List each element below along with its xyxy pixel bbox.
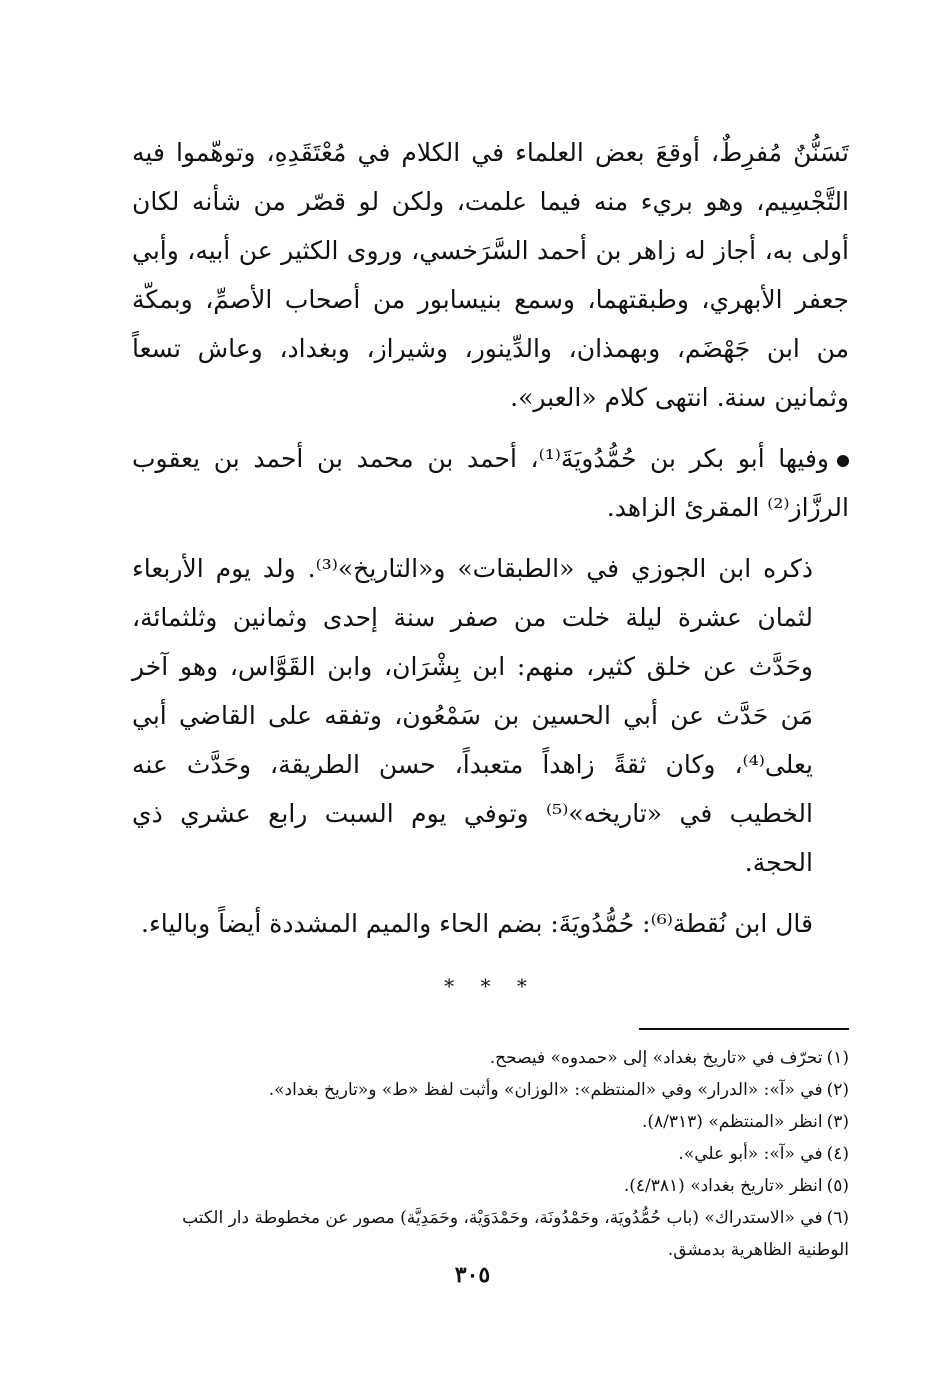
footnote-5: [132, 1170, 849, 1202]
footnote-text: في «آ»: «أبو علي».: [678, 1144, 823, 1164]
paragraph-3-text: ذكره ابن الجوزي في «الطبقات» و«التاريخ»⁽³⁾. ولد يوم الأربعاء لثمان عشرة ليلة خلت من صفر سنة إحدى وثمانين وثلثمائة، وحَدَّث عن خلق كثير، منهم: ابن بِشْرَان، وابن القَوَّاس، وهو آخر مَن حَدَّث عن أبي الحسين بن سَمْعُون، وتفقه على القاضي أبي يعلى⁽⁴⁾، وكان ثقةً زاهداً متعبداً، حسن الطريقة، وحَدَّث عنه الخطيب في «تاريخه»⁽⁵⁾ وتوفي يوم السبت رابع عشري ذي الحجة.: [132, 554, 814, 877]
footnote-number: (٢): [826, 1080, 849, 1100]
paragraph-2-text: وفيها أبو بكر بن حُمُّدُويَةَ⁽¹⁾، أحمد بن محمد بن أحمد بن يعقوب الرزَّاز⁽²⁾ المقرئ الزاهد.: [132, 444, 849, 522]
footnote-text: في «الاستدراك» (باب حُمُّدُويَة، وحَمْدُونَة، وحَمْدَوَيْة، وحَمَدِيَّة) مصور عن مخطوطة دار الكتب الوطنية الظاهرية بدمشق.: [182, 1208, 849, 1260]
footnote-text: انظر «المنتظم» (٨/٣١٣).: [641, 1112, 823, 1132]
paragraph-4-text: قال ابن نُقطة⁽⁶⁾: حُمُّدُويَةَ: بضم الحاء والميم المشددة أيضاً وبالياء.: [141, 909, 813, 938]
footnote-text: في «آ»: «الدرار» وفي «المنتظم»: «الوزان» وأثبت لفظ «ط» و«تاريخ بغداد».: [268, 1080, 823, 1100]
paragraph-1: [132, 128, 849, 422]
footnote-text: تحرّف في «تاريخ بغداد» إلى «حمدوه» فيصحح.: [489, 1048, 823, 1068]
paragraph-2: [132, 434, 849, 532]
footnote-number: (١): [826, 1048, 849, 1068]
footnote-2: [132, 1074, 849, 1106]
footnote-number: (٦): [826, 1208, 849, 1228]
footnote-number: (٥): [826, 1176, 849, 1196]
footnote-3: [132, 1106, 849, 1138]
footnote-rule: [639, 1028, 849, 1030]
footnote-number: (٣): [826, 1112, 849, 1132]
section-separator: * * *: [444, 974, 537, 998]
footnotes: [132, 1042, 849, 1266]
paragraph-1-text: تَسَنُّنٌ مُفرِطٌ، أوقعَ بعض العلماء في الكلام في مُعْتَقَدِهِ، وتوهّموا فيه التَّجْسِيم، وهو بريء منه فيما علمت، ولكن لو قصّر من شأنه لكان أولى به، أجاز له زاهر بن أحمد السَّرَخسي، وروى الكثير عن أبيه، وأبي جعفر الأبهري، وطبقتهما، وسمع بنيسابور من أصحاب الأصمِّ، وبمكّة من ابن جَهْضَم، وبهمذان، والدِّينور، وشيراز، وبغداد، وعاش تسعاً وثمانين سنة. انتهى كلام «العبر».: [132, 138, 849, 412]
footnote-1: [132, 1042, 849, 1074]
bullet-icon: [837, 455, 849, 467]
page-number: ٣٠٥: [454, 1262, 491, 1288]
footnote-6: [132, 1202, 849, 1266]
paragraph-4: [132, 899, 849, 948]
footnote-number: (٤): [826, 1144, 849, 1164]
footnote-4: [132, 1138, 849, 1170]
footnote-text: انظر «تاريخ بغداد» (٤/٣٨١).: [623, 1176, 823, 1196]
paragraph-3: [132, 544, 849, 887]
